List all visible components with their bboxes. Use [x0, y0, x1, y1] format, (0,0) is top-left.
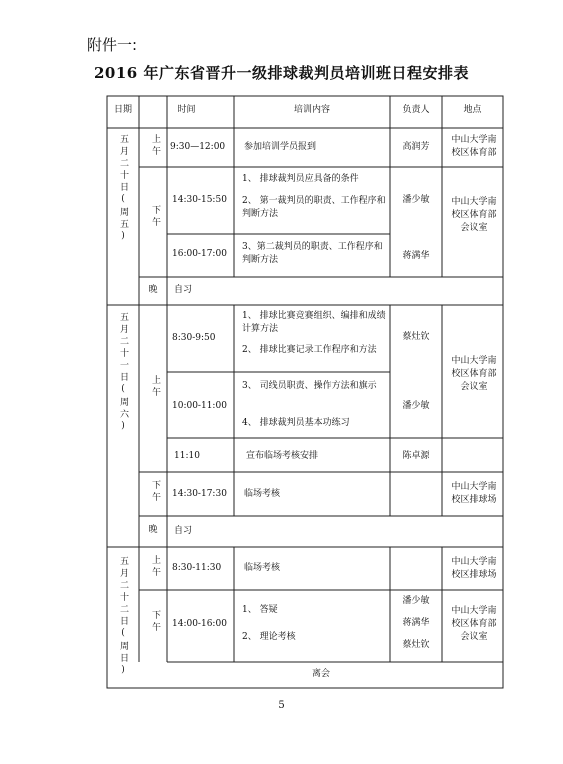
period-pm-d2: 下午	[150, 480, 160, 504]
row1-location: 中山大学南校区体育部	[451, 135, 497, 158]
row7-person: 陈卓源	[402, 451, 430, 461]
row4-content: 自习	[174, 285, 193, 295]
row5-time: 8:30-9:50	[172, 333, 216, 343]
row1-time: 9:30—12:00	[170, 142, 226, 152]
row8-location: 中山大学南校区排球场	[451, 482, 497, 505]
period-am-d3: 上午	[150, 555, 160, 579]
period-eve-d2: 晚	[148, 525, 158, 535]
row11-time: 14:00-16:00	[172, 619, 227, 629]
period-am-d2: 上午	[150, 375, 160, 399]
row5-item2: 2、 排球比赛记录工作程序和方法	[242, 345, 377, 355]
row8-time: 14:30-17:30	[172, 489, 227, 499]
header-location: 地点	[463, 105, 482, 115]
row3-item1: 3、第二裁判员的职责、工作程序和判断方法	[242, 242, 383, 265]
row11-person-1: 潘少敏	[402, 596, 430, 606]
row3-time: 16:00-17:00	[172, 249, 227, 259]
row2-item2: 2、 第一裁判员的职责、工作程序和判断方法	[242, 196, 386, 219]
row11-item2: 2、 理论考核	[242, 632, 296, 642]
row10-time: 8:30-11:30	[172, 563, 222, 573]
period-eve-d1: 晚	[148, 285, 158, 295]
header-content: 培训内容	[293, 105, 330, 115]
row2-person: 潘少敏	[402, 195, 430, 205]
period-am-d1: 上午	[150, 134, 160, 158]
attachment-label: 附件一:	[87, 36, 138, 54]
row1-person: 高润芳	[402, 142, 430, 152]
day-label-2: 五月二十一日(周六)	[118, 312, 128, 434]
row11-item1: 1、 答疑	[242, 605, 278, 615]
row9-content: 自习	[174, 526, 193, 536]
row6-item1: 3、 司线员职责、操作方法和旗示	[242, 381, 377, 391]
row11-person-2: 蒋满华	[402, 618, 430, 628]
row2-time: 14:30-15:50	[172, 195, 227, 205]
period-pm-d1: 下午	[150, 205, 160, 229]
row7-time: 11:10	[174, 451, 200, 461]
row7-content: 宣布临场考核安排	[246, 451, 319, 461]
d1-pm-location: 中山大学南校区体育部会议室	[451, 197, 497, 233]
row5-person: 蔡灶钦	[402, 332, 430, 342]
row1-content: 参加培训学员报到	[244, 142, 317, 152]
period-pm-d3: 下午	[150, 610, 160, 634]
row5-item1: 1、 排球比赛竞赛组织、编排和成绩计算方法	[242, 311, 386, 334]
header-date: 日期	[113, 105, 132, 115]
row6-item2: 4、 排球裁判员基本功练习	[242, 418, 350, 428]
header-person: 负责人	[402, 105, 430, 115]
d2-am-location: 中山大学南校区体育部会议室	[451, 356, 497, 392]
row10-content: 临场考核	[244, 563, 281, 573]
page-title: 2016 年广东省晋升一级排球裁判员培训班日程安排表	[94, 64, 469, 82]
row6-time: 10:00-11:00	[172, 401, 227, 411]
row11-person-3: 蔡灶钦	[402, 640, 430, 650]
header-time: 时间	[177, 105, 196, 115]
page-number: 5	[278, 700, 285, 711]
row11-location: 中山大学南校区体育部会议室	[451, 606, 497, 642]
row2-item1: 1、 排球裁判员应具备的条件	[242, 174, 359, 184]
row8-content: 临场考核	[244, 489, 281, 499]
row3-person: 蒋满华	[402, 251, 430, 261]
row12-content: 离会	[311, 669, 330, 679]
day-label-3: 五月二十二日(周日)	[118, 556, 128, 678]
row6-person: 潘少敏	[402, 401, 430, 411]
row10-location: 中山大学南校区排球场	[451, 557, 497, 580]
day-label-1: 五月二十日(周五)	[118, 134, 128, 244]
